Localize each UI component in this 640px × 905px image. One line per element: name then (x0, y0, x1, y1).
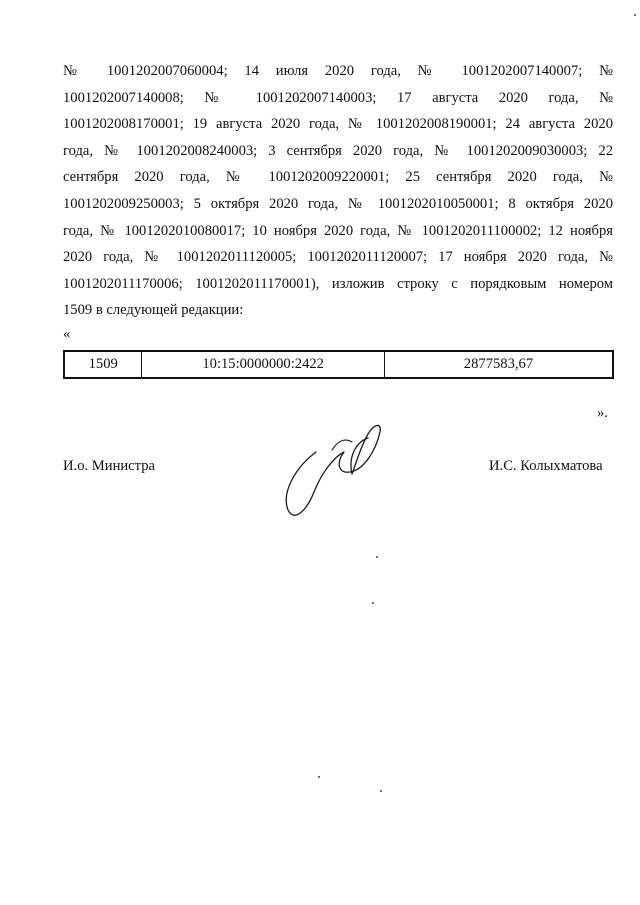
handwritten-signature (276, 412, 386, 522)
paragraph-line: 2020 года, № 1001202011120005; 1001202011120007; 17 ноября 2020 года, № (63, 249, 613, 266)
paragraph-line: сентября 2020 года, № 1001202009220001; 25 сентября 2020 года, № (63, 169, 613, 186)
paragraph-line: 1001202009250003; 5 октября 2020 года, № 1001202010050001; 8 октября 2020 (63, 195, 613, 212)
paragraph-line: 1001202008170001; 19 августа 2020 года, № 1001202008190001; 24 августа 2020 (63, 116, 613, 133)
scan-speck (318, 776, 320, 778)
paragraph-line: 1001202007140008; № 1001202007140003; 17 августа 2020 года, № (63, 89, 613, 106)
cadastral-number-cell: 10:15:0000000:2422 (142, 351, 385, 378)
amendment-table (63, 350, 614, 379)
scan-speck (634, 14, 636, 16)
paragraph-line: 1509 в следующей редакции: (63, 302, 244, 319)
closing-quote: ». (597, 405, 608, 421)
paragraph-line: года, № 1001202010080017; 10 ноября 2020 года, № 1001202011100002; 12 ноября (63, 222, 613, 239)
signatory-name: И.С. Колыхматова (489, 458, 603, 474)
paragraph-line: года, № 1001202008240003; 3 сентября 2020 года, № 1001202009030003; 22 (63, 142, 613, 159)
table-row (64, 351, 613, 378)
body-paragraph (63, 58, 613, 324)
scan-speck (380, 790, 382, 792)
signatory-position: И.о. Министра (63, 458, 155, 474)
paragraph-line: № 1001202007060004; 14 июля 2020 года, № 1001202007140007; № (63, 63, 613, 79)
amount-cell: 2877583,67 (384, 351, 613, 378)
scan-speck (372, 602, 374, 604)
row-number-cell: 1509 (64, 351, 142, 378)
scan-speck (376, 556, 378, 558)
paragraph-line: 1001202011170006; 1001202011170001), изложив строку с порядковым номером (63, 275, 613, 292)
opening-quote: « (63, 326, 71, 342)
